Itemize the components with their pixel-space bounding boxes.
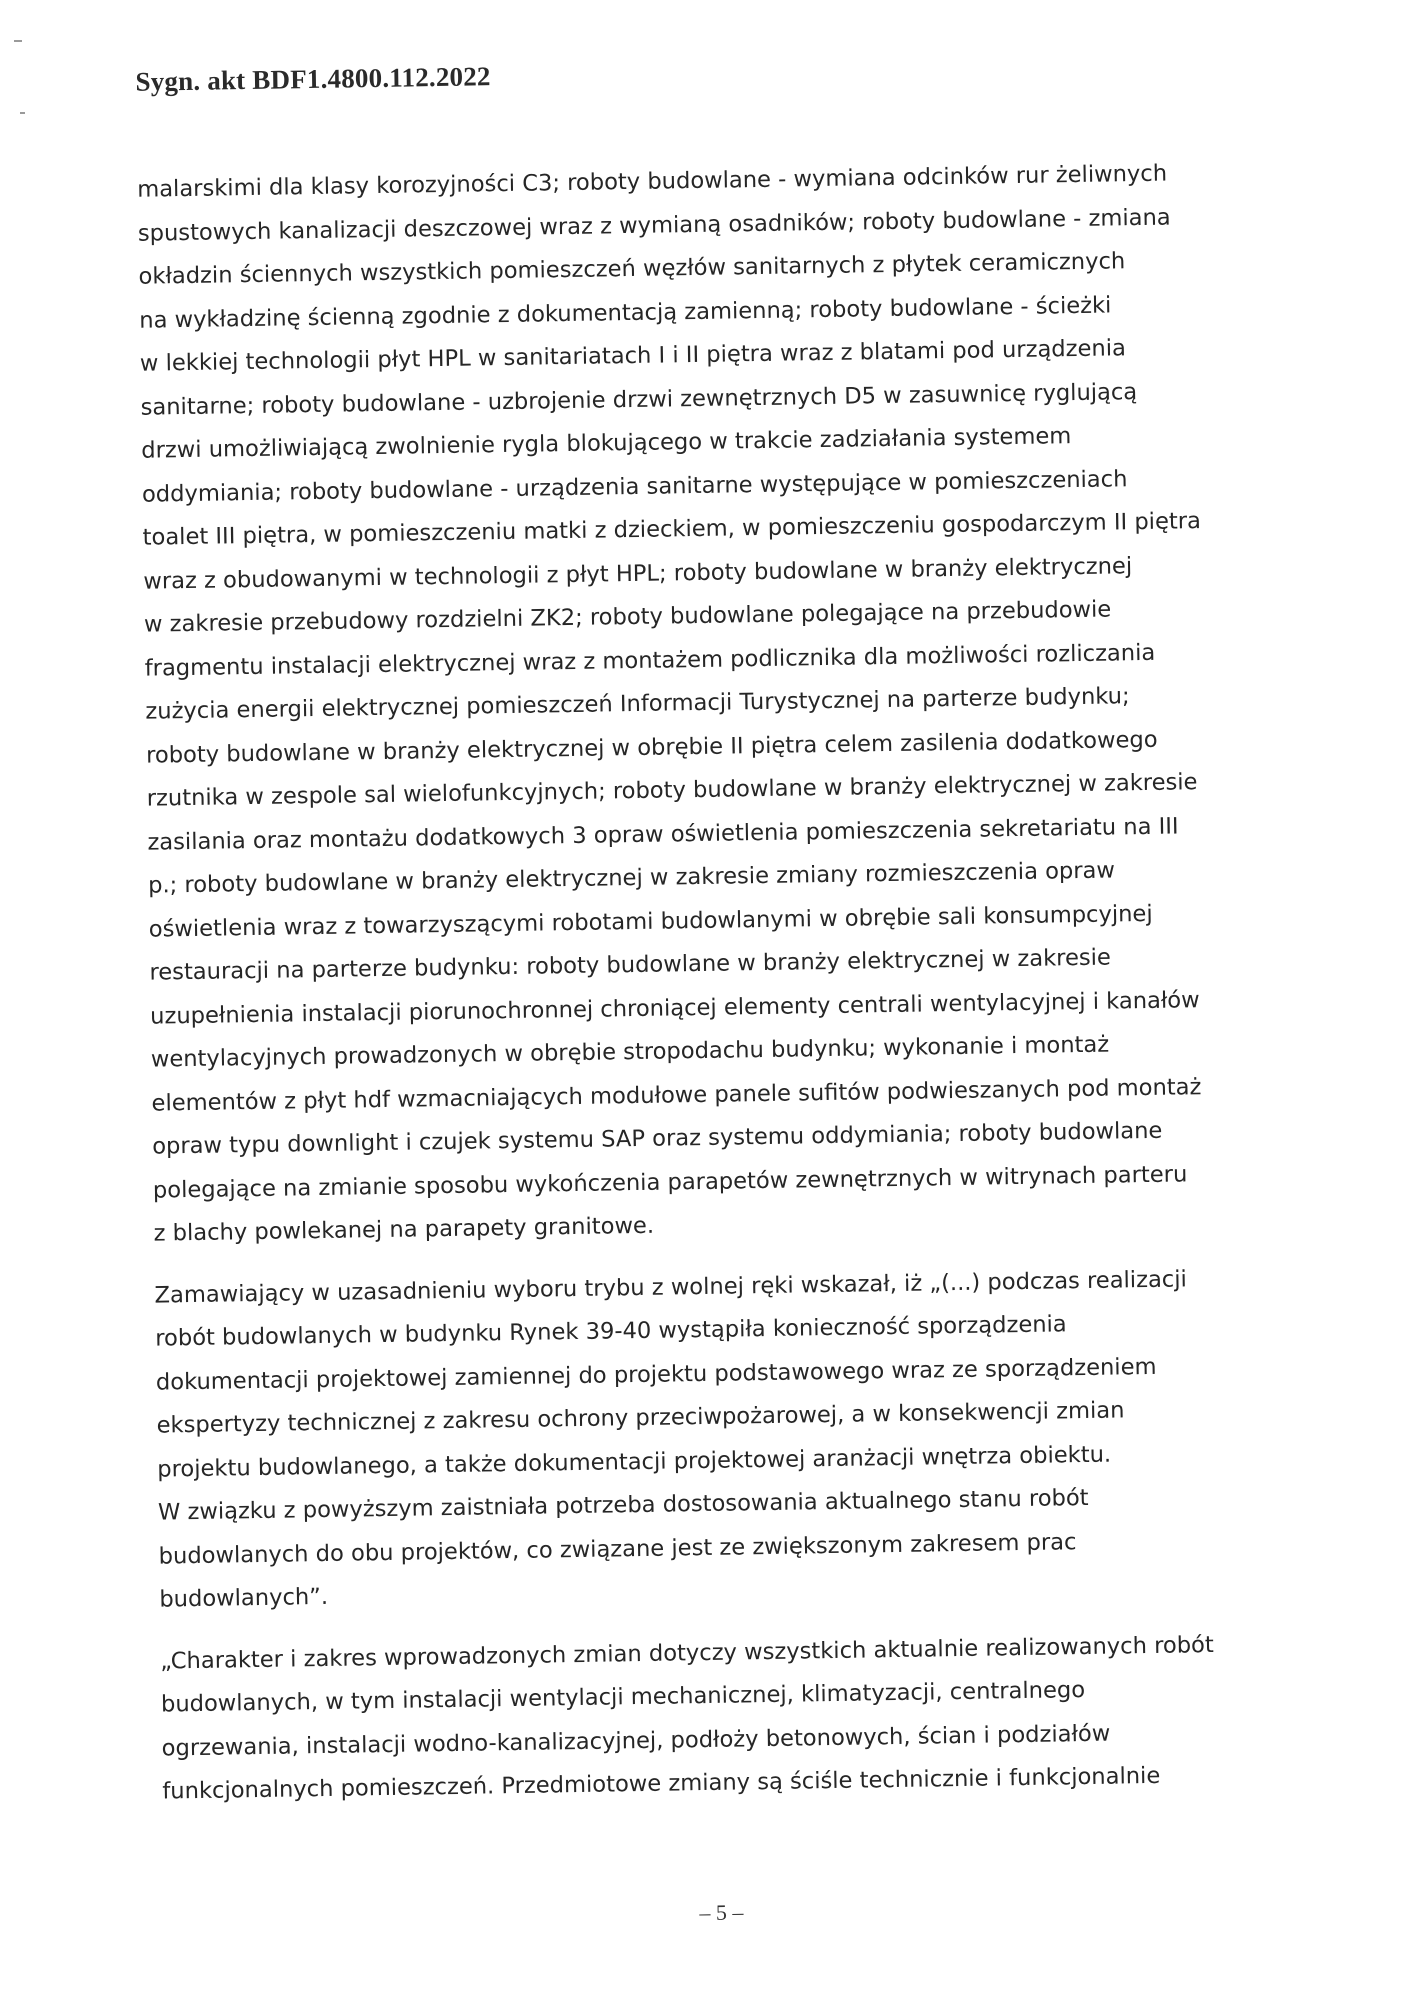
case-number-header: Sygn. akt BDF1.4800.112.2022 [135, 61, 491, 97]
text-line: W związku z powyższym zaistniała potrzeba dostosowania aktualnego stanu robót [157, 1484, 1089, 1526]
text-line: fragmentu instalacji elektrycznej wraz z montażem podlicznika dla możliwości rozliczania [144, 639, 1156, 682]
text-line: dokumentacji projektowej zamiennej do projektu podstawowego wraz ze sporządzeniem [155, 1353, 1157, 1396]
paragraph-3 [160, 1623, 1243, 1814]
text-line: restauracji na parterze budynku: roboty budowlane w branży elektrycznej w zakresie [149, 944, 1112, 986]
text-line: polegające na zmianie sposobu wykończenia parapetów zewnętrznych w witrynach parteru [152, 1160, 1188, 1204]
text-line: opraw typu downlight i czujek systemu SAP oraz systemu oddymiania; roboty budowlane [152, 1117, 1163, 1160]
document-body [137, 152, 1243, 1832]
text-line: p.; roboty budowlane w branży elektrycznej w zakresie zmiany rozmieszczenia opraw [147, 857, 1116, 899]
text-line: ekspertyzy technicznej z zakresu ochrony przeciwpożarowej, a w konsekwencji zmian [156, 1397, 1125, 1439]
text-line: w zakresie przebudowy rozdzielni ZK2; roboty budowlane polegające na przebudowie [143, 596, 1112, 638]
text-line: z blachy powlekanej na parapety granitowe. [153, 1212, 655, 1247]
text-line: funkcjonalnych pomieszczeń. Przedmiotowe zmiany są ściśle technicznie i funkcjonalnie [162, 1762, 1161, 1805]
text-line: oświetlenia wraz z towarzyszącymi robotami budowlanymi w obrębie sali konsumpcyjnej [148, 900, 1153, 943]
text-line: rzutnika w zespole sal wielofunkcyjnych; roboty budowlane w branży elektrycznej w zakresie [146, 769, 1198, 812]
text-line: wraz z obudowanymi w technologii z płyt HPL; roboty budowlane w branży elektrycznej [143, 552, 1133, 595]
text-line: projektu budowlanego, a także dokumentacji projektowej aranżacji wnętrza obiektu. [157, 1441, 1112, 1483]
text-line: okładzin ściennych wszystkich pomieszczeń węzłów sanitarnych z płytek ceramicznych [138, 248, 1126, 290]
text-line: uzupełnienia instalacji piorunochronnej chroniącej elementy centrali wentylacyjnej i kanałów [149, 986, 1200, 1030]
text-line: ogrzewania, instalacji wodno-kanalizacyjnej, podłoży betonowych, ścian i podziałów [161, 1720, 1111, 1762]
paragraph-1 [137, 152, 1234, 1256]
text-line: wentylacyjnych prowadzonych w obrębie stropodachu budynku; wykonanie i montaż [150, 1031, 1110, 1073]
paragraph-2 [154, 1257, 1239, 1622]
text-line: roboty budowlane w branży elektrycznej w obrębie II piętra celem zasilenia dodatkowego [145, 726, 1158, 769]
text-line: Zamawiający w uzasadnieniu wyboru trybu z wolnej ręki wskazał, iż „(...) podczas realizacji [154, 1265, 1187, 1309]
text-line: zużycia energii elektrycznej pomieszczeń Informacji Turystycznej na parterze budynku; [145, 683, 1130, 725]
page-number: – 5 – [699, 1899, 744, 1926]
text-line: oddymiania; roboty budowlane - urządzenia sanitarne występujące w pomieszczeniach [141, 465, 1128, 508]
text-line: budowlanych, w tym instalacji wentylacji mechanicznej, klimatyzacji, centralnego [160, 1677, 1086, 1718]
text-line: malarskimi dla klasy korozyjności C3; roboty budowlane - wymiana odcinków rur żeliwnych [136, 160, 1168, 203]
text-line: drzwi umożliwiającą zwolnienie rygla blokującego w trakcie zadziałania systemem [141, 423, 1072, 464]
text-line: w lekkiej technologii płyt HPL w sanitariatach I i II piętra wraz z blatami pod urządzenia [139, 335, 1127, 377]
text-line: budowlanych”. [159, 1583, 329, 1613]
text-line: na wykładzinę ścienną zgodnie z dokumentacją zamienną; roboty budowlane - ścieżki [139, 291, 1112, 334]
text-line: zasilania oraz montażu dodatkowych 3 opraw oświetlenia pomieszczenia sekretariatu na III [147, 812, 1179, 856]
text-line: elementów z płyt hdf wzmacniających modułowe panele sufitów podwieszanych pod montaż [151, 1073, 1202, 1117]
text-line: sanitarne; roboty budowlane - uzbrojenie drzwi zewnętrznych D5 w zasuwnicę ryglującą [140, 378, 1138, 421]
text-line: spustowych kanalizacji deszczowej wraz z wymianą osadników; roboty budowlane - zmiana [137, 204, 1171, 247]
text-line: toalet III piętra, w pomieszczeniu matki z dzieckiem, w pomieszczeniu gospodarczym II piętra [142, 508, 1202, 551]
text-line: „Charakter i zakres wprowadzonych zmian dotyczy wszystkich aktualnie realizowanych robót [160, 1631, 1214, 1675]
text-line: robót budowlanych w budynku Rynek 39-40 wystąpiła konieczność sporządzenia [155, 1311, 1067, 1352]
text-line: budowlanych do obu projektów, co związane jest ze zwiększonym zakresem prac [158, 1528, 1077, 1570]
